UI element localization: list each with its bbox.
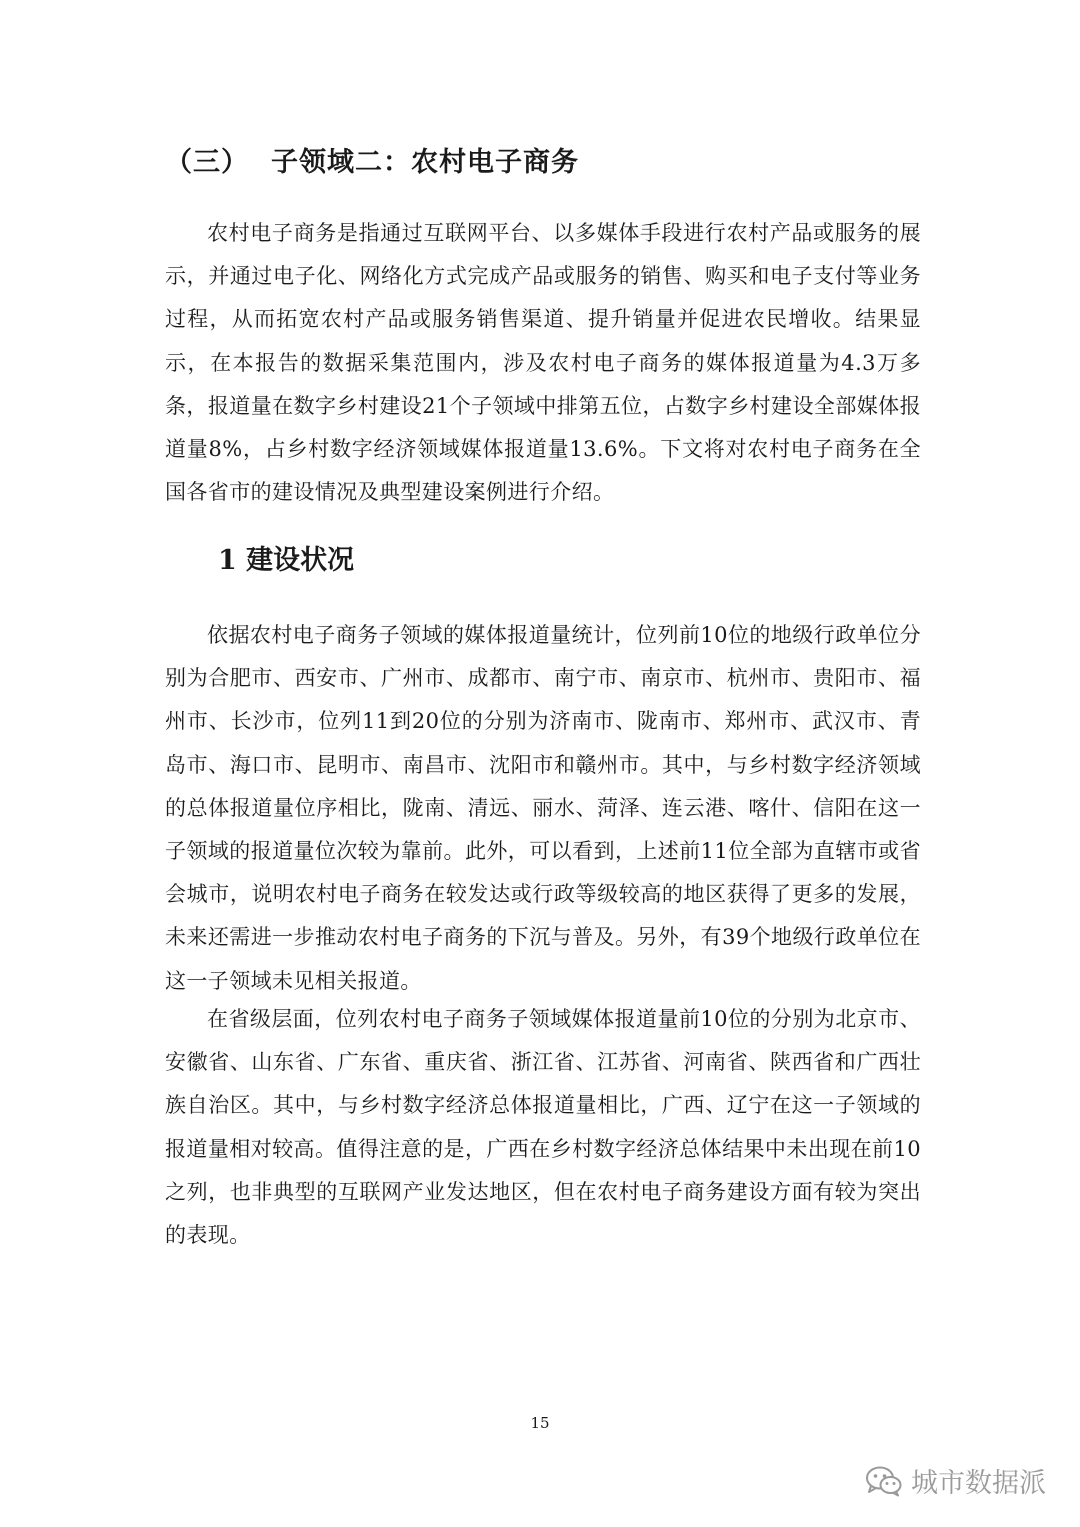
city-ranking-paragraph: 依据农村电子商务子领域的媒体报道量统计，位列前10位的地级行政单位分别为合肥市、西安市、广州市、成都市、南宁市、南京市、杭州市、贵阳市、福州市、长沙市，位列11到20位的分别为济南市、陇南市、郑州市、武汉市、青岛市、海口市、昆明市、南昌市、沈阳市和赣州市。其中，与乡村数字经济领域的总体报道量位序相比，陇南、清远、丽水、菏泽、连云港、喀什、信阳在这一子领域的报道量位次较为靠前。此外，可以看到，上述前11位全部为直辖市或省会城市，说明农村电子商务在较发达或行政等级较高的地区获得了更多的发展，未来还需进一步推动农村电子商务的下沉与普及。另外，有39个地级行政单位在这一子领域未见相关报道。 [165, 623, 921, 993]
wechat-icon [865, 1465, 903, 1497]
intro-paragraph: 农村电子商务是指通过互联网平台、以多媒体手段进行农村产品或服务的展示，并通过电子化、网络化方式完成产品或服务的销售、购买和电子支付等业务过程，从而拓宽农村产品或服务销售渠道、提升销量并促进农民增收。结果显示，在本报告的数据采集范围内，涉及农村电子商务的媒体报道量为4.3万多条，报道量在数字乡村建设21个子领域中排第五位，占数字乡村建设全部媒体报道量8%，占乡村数字经济领域媒体报道量13.6%。下文将对农村电子商务在全国各省市的建设情况及典型建设案例进行介绍。 [165, 221, 921, 505]
watermark [865, 1461, 1046, 1500]
province-ranking-paragraph: 在省级层面，位列农村电子商务子领域媒体报道量前10位的分别为北京市、安徽省、山东省、广东省、重庆省、浙江省、江苏省、河南省、陕西省和广西壮族自治区。其中，与乡村数字经济总体报道量相比，广西、辽宁在这一子领域的报道量相对较高。值得注意的是，广西在乡村数字经济总体结果中未出现在前10之列，也非典型的互联网产业发达地区，但在农村电子商务建设方面有较为突出的表现。 [165, 1007, 921, 1248]
section-title: 子领域二：农村电子商务 [271, 147, 579, 178]
watermark-text: 城市数据派 [911, 1468, 1046, 1499]
section-number: （三） [165, 147, 249, 178]
subsection-heading: 1 建设状况 [218, 545, 355, 576]
page-number: 15 [530, 1414, 550, 1432]
section-heading [165, 140, 579, 179]
